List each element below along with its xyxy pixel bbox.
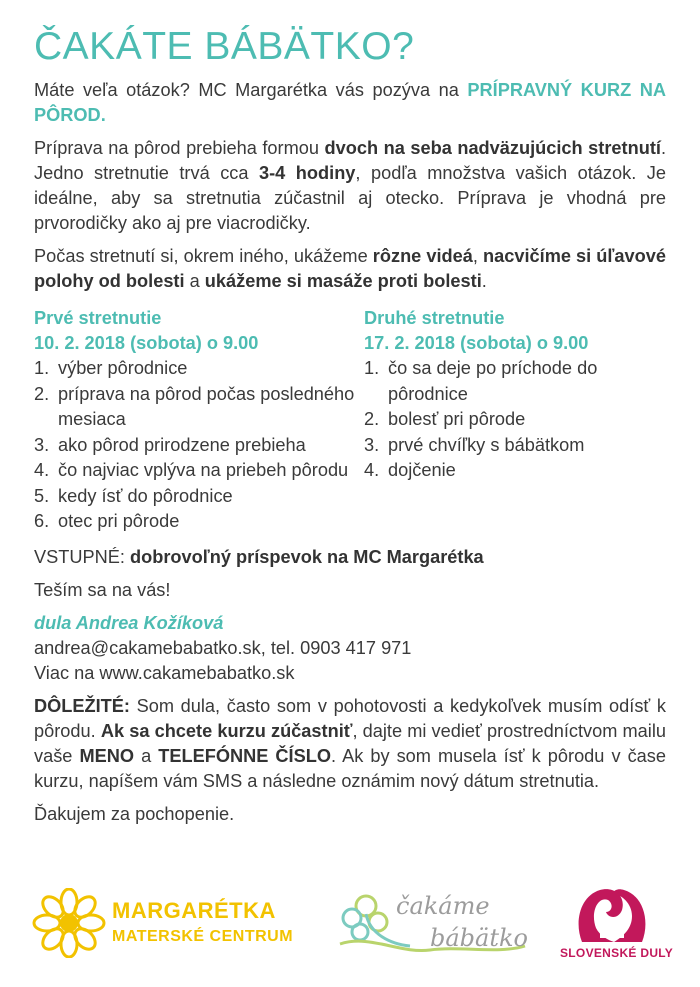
item-number: 4. bbox=[34, 460, 50, 480]
entry-value: dobrovoľný príspevok na MC Margarétka bbox=[130, 546, 484, 567]
important-label: DÔLEŽITÉ: bbox=[34, 695, 130, 716]
desc-bold-meetings: dvoch na seba nadväzujúcich stretnutí bbox=[324, 138, 661, 158]
important-text-2: , dajte mi vedieť prostredníctvom mailu vaše bbox=[34, 720, 666, 766]
contact-line: andrea@cakamebabatko.sk, tel. 0903 417 971 bbox=[34, 637, 412, 658]
cakame-logo-line1: čakáme bbox=[396, 892, 490, 920]
cakame-logo-line2: bábätko bbox=[430, 924, 528, 952]
meeting-first bbox=[34, 306, 364, 535]
course-name: PRÍPRAVNÝ KURZ NA PÔROD. bbox=[34, 80, 666, 125]
list-item bbox=[34, 484, 364, 510]
item-text: otec pri pôrode bbox=[58, 511, 180, 531]
signature: dula Andrea Kožíková bbox=[34, 612, 224, 633]
meeting-topics-list bbox=[364, 356, 664, 484]
item-number: 2. bbox=[34, 383, 50, 404]
list-item bbox=[364, 433, 664, 459]
item-text: bolesť pri pôrode bbox=[388, 409, 526, 429]
logos-footer bbox=[0, 882, 700, 982]
important-bold-phone: TELEFÓNNE ČÍSLO bbox=[158, 745, 331, 766]
important-text-1: Som dula, často som v pohotovosti a kedykoľvek musím odísť k pôrodu. bbox=[34, 695, 666, 741]
meeting-date: 17. 2. 2018 (sobota) o 9.00 bbox=[364, 333, 589, 353]
list-item bbox=[364, 407, 664, 433]
desc-text-3: , podľa množstva vašich otázok. Je ideálne, aby sa stretnutia zúčastnil aj otecko. Príprava je vhodná pre prvorodičky ako aj pre viacrodičky. bbox=[34, 163, 666, 233]
desc-text-1: Príprava na pôrod prebieha formou bbox=[34, 138, 325, 158]
list-item bbox=[364, 356, 664, 407]
entry-fee bbox=[34, 545, 666, 570]
website-line: Viac na www.cakamebabatko.sk bbox=[34, 662, 295, 683]
meeting-heading: Prvé stretnutie bbox=[34, 308, 162, 328]
item-text: dojčenie bbox=[388, 460, 456, 480]
item-text: čo najviac vplýva na priebeh pôrodu bbox=[58, 460, 349, 480]
item-number: 3. bbox=[34, 434, 50, 455]
important-text-3: a bbox=[134, 745, 159, 766]
list-item bbox=[34, 356, 364, 382]
margaretka-logo-title: MARGARÉTKA bbox=[112, 898, 276, 923]
desc-text-2: . Jedno stretnutie trvá cca bbox=[34, 138, 666, 183]
course-description bbox=[34, 136, 666, 236]
daisy-flower-icon bbox=[30, 888, 108, 958]
item-text: prvé chvíľky s bábätkom bbox=[388, 434, 585, 455]
item-number: 4. bbox=[364, 460, 380, 480]
meeting-heading: Druhé stretnutie bbox=[364, 308, 505, 328]
item-text: výber pôrodnice bbox=[58, 358, 188, 378]
thanks-line: Ďakujem za pochopenie. bbox=[34, 803, 235, 824]
item-number: 6. bbox=[34, 511, 50, 531]
meeting-topics-list bbox=[34, 356, 364, 535]
content-text-4: . bbox=[481, 271, 487, 291]
meetings-columns bbox=[34, 306, 666, 535]
page-title: ČAKÁTE BÁBÄTKO? bbox=[34, 25, 415, 68]
intro-text: Máte veľa otázok? MC Margarétka vás pozýva na bbox=[34, 80, 468, 100]
desc-bold-duration: 3-4 hodiny bbox=[259, 163, 356, 183]
important-text-4: . Ak by som musela ísť k pôrodu v čase kurzu, napíšem vám SMS a následne oznámim nový dátum stretnutia. bbox=[34, 745, 666, 791]
list-item bbox=[34, 509, 364, 535]
content-bold-positions: nacvičíme si úľavové polohy od bolesti bbox=[34, 246, 666, 291]
item-number: 3. bbox=[364, 434, 380, 455]
course-content-paragraph bbox=[34, 244, 666, 294]
item-number: 5. bbox=[34, 485, 50, 506]
slovenske-duly-logo bbox=[552, 882, 672, 972]
margaretka-logo bbox=[30, 888, 310, 958]
meeting-date: 10. 2. 2018 (sobota) o 9.00 bbox=[34, 333, 259, 353]
list-item bbox=[34, 382, 364, 433]
margaretka-logo-subtitle: MATERSKÉ CENTRUM bbox=[112, 928, 294, 945]
list-item bbox=[34, 433, 364, 459]
entry-label: VSTUPNÉ: bbox=[34, 546, 131, 567]
item-text: kedy ísť do pôrodnice bbox=[58, 485, 233, 506]
greeting: Teším sa na vás! bbox=[34, 579, 171, 600]
content-bold-massages: ukážeme si masáže proti bolesti bbox=[204, 271, 482, 291]
list-item bbox=[34, 458, 364, 484]
duly-logo-text: SLOVENSKÉ DULY bbox=[560, 946, 674, 960]
item-number: 1. bbox=[34, 358, 50, 378]
meeting-second bbox=[364, 306, 664, 535]
item-number: 2. bbox=[364, 409, 380, 429]
important-bold-name: MENO bbox=[79, 745, 135, 766]
list-item bbox=[364, 458, 664, 484]
item-number: 1. bbox=[364, 358, 380, 378]
item-text: ako pôrod prirodzene prebieha bbox=[58, 434, 306, 455]
item-text: čo sa deje po príchode do pôrodnice bbox=[388, 358, 598, 404]
content-bold-videos: rôzne videá bbox=[372, 246, 473, 266]
cakame-babatko-logo bbox=[330, 884, 530, 966]
item-text: príprava na pôrod počas posledného mesiaca bbox=[58, 383, 355, 429]
content-text-2: , bbox=[472, 246, 484, 266]
important-notice bbox=[34, 694, 666, 794]
intro-paragraph bbox=[34, 78, 666, 128]
content-text-1: Počas stretnutí si, okrem iného, ukážeme bbox=[34, 246, 373, 266]
duly-emblem-icon bbox=[552, 882, 672, 946]
important-bold-1: Ak sa chcete kurzu zúčastniť bbox=[100, 720, 353, 741]
content-text-3: a bbox=[184, 271, 205, 291]
